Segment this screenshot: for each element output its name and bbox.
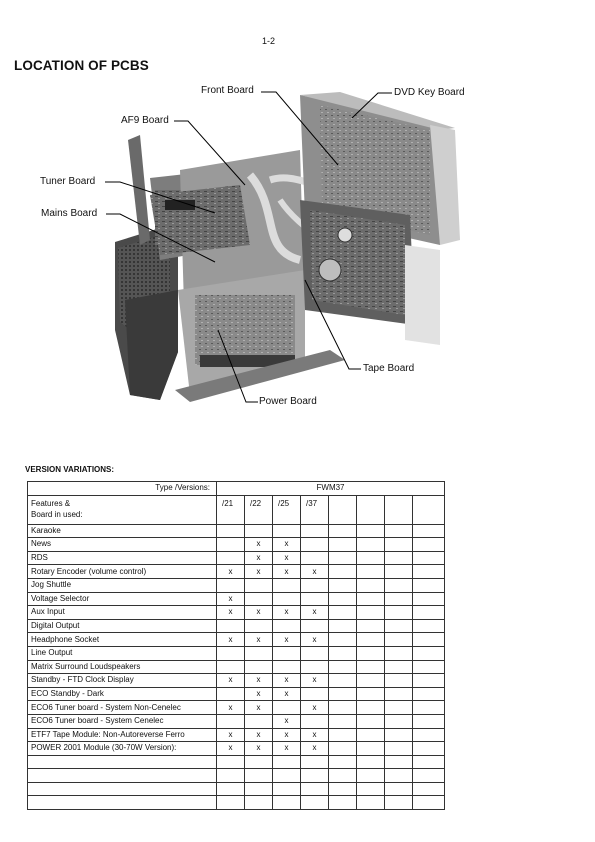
table-row	[28, 755, 445, 769]
label-power-board: Power Board	[259, 396, 317, 407]
version-mark-cell	[329, 565, 357, 579]
version-mark-cell	[329, 674, 357, 688]
leader-dvd-key-board	[352, 93, 392, 118]
table-row	[28, 742, 445, 756]
version-mark-cell: x	[217, 701, 245, 715]
version-mark-cell	[329, 728, 357, 742]
version-mark-cell	[357, 592, 385, 606]
features-label-line1: Features &	[31, 498, 71, 508]
version-mark-cell: x	[301, 742, 329, 756]
label-front-board: Front Board	[201, 85, 254, 96]
table-row	[28, 538, 445, 552]
feature-cell: News	[28, 538, 217, 552]
feature-cell: Rotary Encoder (volume control)	[28, 565, 217, 579]
feature-cell	[28, 782, 217, 796]
version-mark-cell	[245, 592, 273, 606]
version-mark-cell: x	[273, 606, 301, 620]
version-mark-cell	[385, 728, 413, 742]
version-mark-cell	[385, 646, 413, 660]
version-mark-cell: x	[245, 633, 273, 647]
version-mark-cell	[273, 769, 301, 783]
version-header-cell: /37	[301, 495, 329, 524]
version-mark-cell	[217, 646, 245, 660]
leader-tape-board	[305, 280, 361, 369]
version-mark-cell	[413, 538, 445, 552]
version-mark-cell	[357, 551, 385, 565]
version-mark-cell	[385, 796, 413, 810]
version-mark-cell	[385, 606, 413, 620]
version-mark-cell	[301, 551, 329, 565]
version-mark-cell	[301, 538, 329, 552]
version-mark-cell	[413, 646, 445, 660]
page-number: 1-2	[262, 36, 276, 46]
version-mark-cell	[385, 782, 413, 796]
version-mark-cell	[245, 619, 273, 633]
table-row	[28, 633, 445, 647]
table-row	[28, 565, 445, 579]
version-mark-cell	[301, 619, 329, 633]
version-mark-cell: x	[301, 728, 329, 742]
version-mark-cell	[357, 524, 385, 538]
feature-cell: Karaoke	[28, 524, 217, 538]
table-row	[28, 592, 445, 606]
version-mark-cell: x	[245, 551, 273, 565]
version-mark-cell: x	[273, 687, 301, 701]
version-mark-cell	[385, 769, 413, 783]
version-mark-cell: x	[301, 565, 329, 579]
version-mark-cell	[245, 796, 273, 810]
version-mark-cell: x	[245, 606, 273, 620]
version-mark-cell: x	[245, 742, 273, 756]
leader-tuner-board	[105, 182, 215, 213]
version-mark-cell	[413, 674, 445, 688]
table-row	[28, 782, 445, 796]
version-mark-cell	[329, 782, 357, 796]
table-row	[28, 769, 445, 783]
table-row	[28, 578, 445, 592]
version-mark-cell	[385, 755, 413, 769]
version-mark-cell	[413, 782, 445, 796]
version-mark-cell	[357, 687, 385, 701]
version-mark-cell	[413, 701, 445, 715]
label-tuner-board: Tuner Board	[40, 176, 96, 187]
version-mark-cell	[245, 646, 273, 660]
feature-cell	[28, 755, 217, 769]
version-mark-cell	[329, 742, 357, 756]
version-mark-cell	[217, 619, 245, 633]
version-mark-cell	[273, 755, 301, 769]
version-mark-cell: x	[273, 538, 301, 552]
version-mark-cell	[413, 619, 445, 633]
version-mark-cell: x	[273, 674, 301, 688]
version-mark-cell	[357, 742, 385, 756]
feature-cell: ECO6 Tuner board - System Cenelec	[28, 714, 217, 728]
version-mark-cell	[301, 660, 329, 674]
version-mark-cell	[413, 796, 445, 810]
version-header-cell	[385, 495, 413, 524]
version-mark-cell	[357, 646, 385, 660]
version-mark-cell	[301, 578, 329, 592]
version-mark-cell	[217, 782, 245, 796]
leader-af9-board	[174, 121, 245, 185]
version-mark-cell: x	[273, 633, 301, 647]
version-mark-cell	[413, 742, 445, 756]
version-header-cell	[329, 495, 357, 524]
feature-cell: Headphone Socket	[28, 633, 217, 647]
version-mark-cell	[413, 592, 445, 606]
table-version-row	[28, 495, 445, 524]
version-mark-cell: x	[245, 565, 273, 579]
table-row	[28, 619, 445, 633]
version-mark-cell: x	[273, 551, 301, 565]
version-mark-cell	[329, 551, 357, 565]
version-mark-cell	[217, 578, 245, 592]
feature-cell: POWER 2001 Module (30-70W Version):	[28, 742, 217, 756]
version-mark-cell	[413, 687, 445, 701]
version-mark-cell	[385, 578, 413, 592]
version-mark-cell: x	[245, 687, 273, 701]
label-tape-board: Tape Board	[363, 363, 415, 374]
version-mark-cell: x	[245, 728, 273, 742]
version-mark-cell	[357, 619, 385, 633]
version-variations-heading: VERSION VARIATIONS:	[25, 465, 115, 474]
version-mark-cell	[301, 592, 329, 606]
version-mark-cell: x	[301, 701, 329, 715]
version-mark-cell	[385, 742, 413, 756]
version-mark-cell	[329, 714, 357, 728]
version-mark-cell	[217, 538, 245, 552]
version-mark-cell	[245, 782, 273, 796]
table-row	[28, 687, 445, 701]
version-mark-cell	[217, 796, 245, 810]
version-mark-cell	[301, 769, 329, 783]
table-row	[28, 674, 445, 688]
version-mark-cell	[329, 769, 357, 783]
version-mark-cell: x	[217, 742, 245, 756]
version-mark-cell	[413, 606, 445, 620]
version-mark-cell	[385, 674, 413, 688]
version-mark-cell	[357, 714, 385, 728]
version-mark-cell	[273, 619, 301, 633]
version-mark-cell	[357, 755, 385, 769]
table-header-row	[28, 482, 445, 496]
version-mark-cell	[273, 796, 301, 810]
version-mark-cell	[413, 769, 445, 783]
version-mark-cell	[301, 687, 329, 701]
version-mark-cell	[357, 565, 385, 579]
version-mark-cell	[245, 578, 273, 592]
version-mark-cell	[245, 660, 273, 674]
version-mark-cell	[413, 524, 445, 538]
version-mark-cell	[273, 524, 301, 538]
version-mark-cell	[273, 782, 301, 796]
version-mark-cell	[413, 755, 445, 769]
version-mark-cell	[273, 646, 301, 660]
version-mark-cell	[385, 701, 413, 715]
version-mark-cell	[217, 687, 245, 701]
table-row	[28, 660, 445, 674]
version-mark-cell: x	[217, 565, 245, 579]
table-row	[28, 701, 445, 715]
version-mark-cell	[413, 714, 445, 728]
version-mark-cell	[357, 769, 385, 783]
feature-cell: Line Output	[28, 646, 217, 660]
version-mark-cell	[217, 524, 245, 538]
version-mark-cell	[301, 524, 329, 538]
page-title: LOCATION OF PCBS	[14, 58, 149, 73]
table-row	[28, 606, 445, 620]
version-mark-cell	[329, 755, 357, 769]
version-mark-cell	[385, 660, 413, 674]
version-mark-cell: x	[245, 701, 273, 715]
feature-cell: ECO Standby - Dark	[28, 687, 217, 701]
leader-front-board	[261, 92, 338, 165]
feature-cell	[28, 769, 217, 783]
version-mark-cell: x	[217, 728, 245, 742]
version-mark-cell: x	[217, 606, 245, 620]
version-header-cell: /21	[217, 495, 245, 524]
version-mark-cell	[357, 782, 385, 796]
version-mark-cell	[273, 578, 301, 592]
leader-power-board	[218, 330, 258, 402]
version-mark-cell	[329, 796, 357, 810]
version-header-cell: /22	[245, 495, 273, 524]
version-mark-cell	[273, 701, 301, 715]
table-row	[28, 728, 445, 742]
version-header-cell	[413, 495, 445, 524]
version-mark-cell	[357, 660, 385, 674]
feature-cell	[28, 796, 217, 810]
version-mark-cell	[217, 769, 245, 783]
model-header: FWM37	[217, 482, 445, 496]
version-mark-cell: x	[273, 565, 301, 579]
version-mark-cell	[413, 728, 445, 742]
version-mark-cell	[357, 701, 385, 715]
version-mark-cell	[385, 524, 413, 538]
version-mark-cell	[217, 755, 245, 769]
table-row	[28, 796, 445, 810]
version-mark-cell	[329, 660, 357, 674]
version-mark-cell	[357, 796, 385, 810]
feature-cell: Aux Input	[28, 606, 217, 620]
version-mark-cell	[329, 592, 357, 606]
type-versions-label: Type /Versions:	[28, 482, 217, 496]
label-mains-board: Mains Board	[41, 208, 98, 219]
version-mark-cell	[385, 633, 413, 647]
version-mark-cell	[329, 606, 357, 620]
version-mark-cell	[329, 646, 357, 660]
feature-cell: Voltage Selector	[28, 592, 217, 606]
version-mark-cell	[217, 714, 245, 728]
version-mark-cell	[413, 660, 445, 674]
features-label-line2: Board in used:	[31, 509, 83, 519]
version-mark-cell	[245, 755, 273, 769]
feature-cell: Matrix Surround Loudspeakers	[28, 660, 217, 674]
version-mark-cell	[357, 578, 385, 592]
feature-cell: RDS	[28, 551, 217, 565]
version-mark-cell: x	[217, 633, 245, 647]
version-mark-cell	[357, 728, 385, 742]
version-mark-cell	[357, 538, 385, 552]
version-mark-cell	[385, 687, 413, 701]
version-mark-cell	[329, 701, 357, 715]
label-dvd-key-board: DVD Key Board	[394, 87, 465, 98]
version-header-cell	[357, 495, 385, 524]
version-mark-cell	[245, 524, 273, 538]
version-mark-cell	[217, 660, 245, 674]
version-mark-cell	[217, 551, 245, 565]
version-mark-cell: x	[217, 674, 245, 688]
version-mark-cell	[245, 769, 273, 783]
version-mark-cell: x	[245, 674, 273, 688]
version-header-cell: /25	[273, 495, 301, 524]
table-row	[28, 646, 445, 660]
table-row	[28, 524, 445, 538]
version-mark-cell	[385, 619, 413, 633]
version-mark-cell	[301, 714, 329, 728]
version-mark-cell	[385, 714, 413, 728]
version-mark-cell	[385, 565, 413, 579]
version-mark-cell: x	[245, 538, 273, 552]
version-mark-cell	[301, 755, 329, 769]
version-mark-cell	[357, 633, 385, 647]
feature-cell: ECO6 Tuner board - System Non-Cenelec	[28, 701, 217, 715]
version-mark-cell: x	[301, 633, 329, 647]
feature-cell: Digital Output	[28, 619, 217, 633]
features-header	[28, 495, 217, 524]
version-mark-cell	[329, 538, 357, 552]
leader-mains-board	[106, 214, 215, 262]
version-mark-cell	[329, 578, 357, 592]
label-af9-board: AF9 Board	[121, 115, 169, 126]
version-mark-cell	[329, 633, 357, 647]
version-variations-table	[27, 481, 445, 810]
version-mark-cell	[357, 674, 385, 688]
feature-cell: Standby - FTD Clock Display	[28, 674, 217, 688]
version-mark-cell	[273, 660, 301, 674]
version-mark-cell: x	[301, 674, 329, 688]
version-mark-cell	[413, 551, 445, 565]
table-row	[28, 714, 445, 728]
version-mark-cell	[413, 578, 445, 592]
version-mark-cell: x	[273, 728, 301, 742]
version-mark-cell	[329, 619, 357, 633]
version-mark-cell	[273, 592, 301, 606]
table-row	[28, 551, 445, 565]
version-mark-cell	[385, 592, 413, 606]
version-mark-cell	[329, 687, 357, 701]
version-mark-cell	[357, 606, 385, 620]
version-mark-cell	[301, 782, 329, 796]
version-mark-cell	[413, 633, 445, 647]
version-mark-cell	[301, 646, 329, 660]
feature-cell: ETF7 Tape Module: Non-Autoreverse Ferro	[28, 728, 217, 742]
version-mark-cell	[385, 538, 413, 552]
version-mark-cell	[301, 796, 329, 810]
version-mark-cell	[329, 524, 357, 538]
version-mark-cell	[245, 714, 273, 728]
version-mark-cell: x	[273, 714, 301, 728]
feature-cell: Jog Shuttle	[28, 578, 217, 592]
version-mark-cell: x	[273, 742, 301, 756]
version-mark-cell	[413, 565, 445, 579]
version-mark-cell	[385, 551, 413, 565]
version-mark-cell: x	[217, 592, 245, 606]
version-mark-cell: x	[301, 606, 329, 620]
